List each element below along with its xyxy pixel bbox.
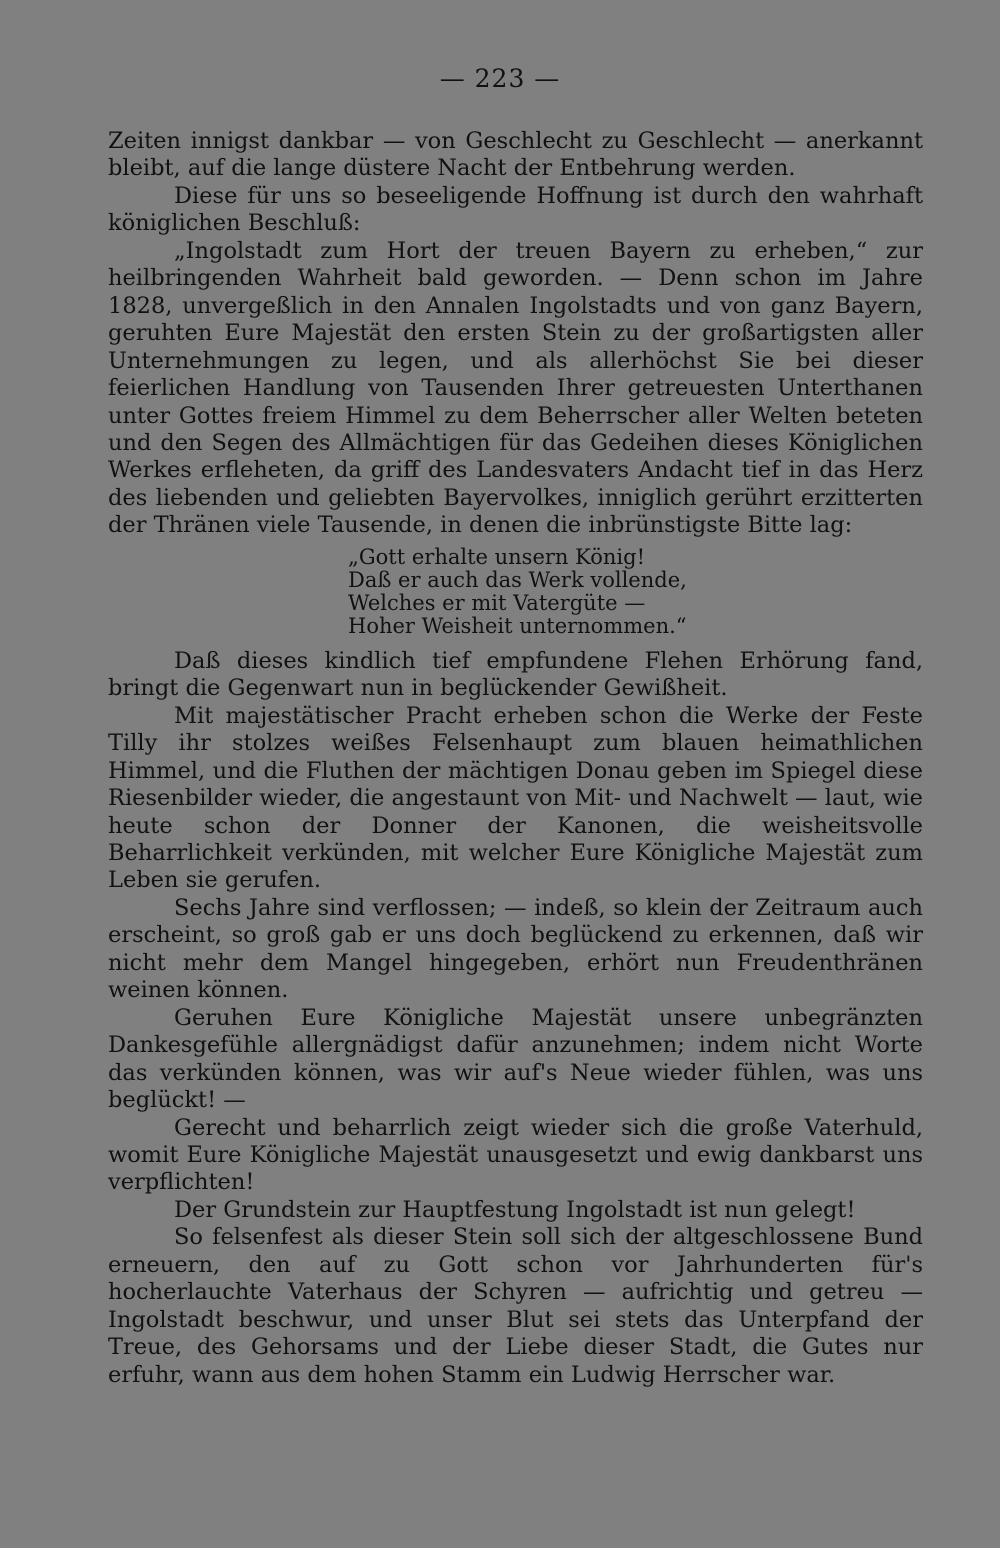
paragraph: Daß dieses kindlich tief empfundene Flehen Erhörung fand, bringt die Gegenwart nun in beglückender Gewißheit. [108,647,923,702]
paragraph: So felsenfest als dieser Stein soll sich der altgeschlossene Bund erneuern, den auf zu Gott schon vor Jahrhunderten für's hocherlauchte Vaterhaus der Schyren — aufrichtig und getreu — Ingolstadt beschwur, und unser Blut sei stets das Unterpfand der Treue, des Gehorsams und der Liebe dieser Stadt, die Gutes nur erfuhr, wann aus dem hohen Stamm ein Ludwig Herrscher war. [108,1224,923,1388]
poem-line: „Gott erhalte unsern König! [348,544,646,569]
paragraph: Zeiten innigst dankbar — von Geschlecht zu Geschlecht — anerkannt bleibt, auf die lange düstere Nacht der Entbehrung werden. [108,128,923,182]
paragraph: „Ingolstadt zum Hort der treuen Bayern zu erheben,“ zur heilbringenden Wahrheit bald geworden. — Denn schon im Jahre 1828, unvergeßlich in den Annalen Ingolstadts und von ganz Bayern, geruhten Eure Majestät den ersten Stein zu der großartigsten aller Unternehmungen zu legen, und als allerhöchst Sie bei dieser feierlichen Handlung von Tausenden Ihrer getreuesten Unterthanen unter Gottes freiem Himmel zu dem Beherrscher aller Welten beteten und den Segen des Allmächtigen für das Gedeihen dieses Königlichen Werkes erfleheten, da griff des Landesvaters Andacht tief in das Herz des liebenden und geliebten Bayervolkes, inniglich gerührt erzitterten der Thränen viele Tausende, in denen die inbrünstigste Bitte lag: [108,237,923,539]
poem-line: Daß er auch das Werk vollende, [348,567,687,592]
paragraph: Geruhen Eure Königliche Majestät unsere unbegränzten Dankesgefühle allergnädigst dafür anzunehmen; indem nicht Worte das verkünden können, was wir auf's Neue wieder fühlen, was uns beglückt! — [108,1004,923,1114]
paragraph: Diese für uns so beseeligende Hoffnung ist durch den wahrhaft königlichen Beschluß: [108,182,923,237]
page-number: — 223 — [439,64,561,93]
poem-line: Hoher Weisheit unternommen.“ [348,613,687,638]
poem-quote [348,546,923,638]
paragraph: Sechs Jahre sind verflossen; — indeß, so klein der Zeitraum auch erscheint, so groß gab er uns doch beglückend zu erkennen, daß wir nicht mehr dem Mangel hingegeben, erhört nun Freudenthränen weinen können. [108,894,923,1004]
poem-line: Welches er mit Vatergüte — [348,590,646,615]
paragraph: Mit majestätischer Pracht erheben schon die Werke der Feste Tilly ihr stolzes weißes Felsenhaupt zum blauen heimathlichen Himmel, und die Fluthen der mächtigen Donau geben im Spiegel diese Riesenbilder wieder, die angestaunt von Mit- und Nachwelt — laut, wie heute schon der Donner der Kanonen, die weisheitsvolle Beharrlichkeit verkünden, mit welcher Eure Königliche Majestät zum Leben sie gerufen. [108,702,923,894]
paragraph: Der Grundstein zur Hauptfestung Ingolstadt ist nun gelegt! [174,1196,856,1223]
paragraph: Gerecht und beharrlich zeigt wieder sich die große Vaterhuld, womit Eure Königliche Majestät unausgesetzt und ewig dankbarst uns verpflichten! [108,1114,923,1196]
page-body [108,128,923,1389]
